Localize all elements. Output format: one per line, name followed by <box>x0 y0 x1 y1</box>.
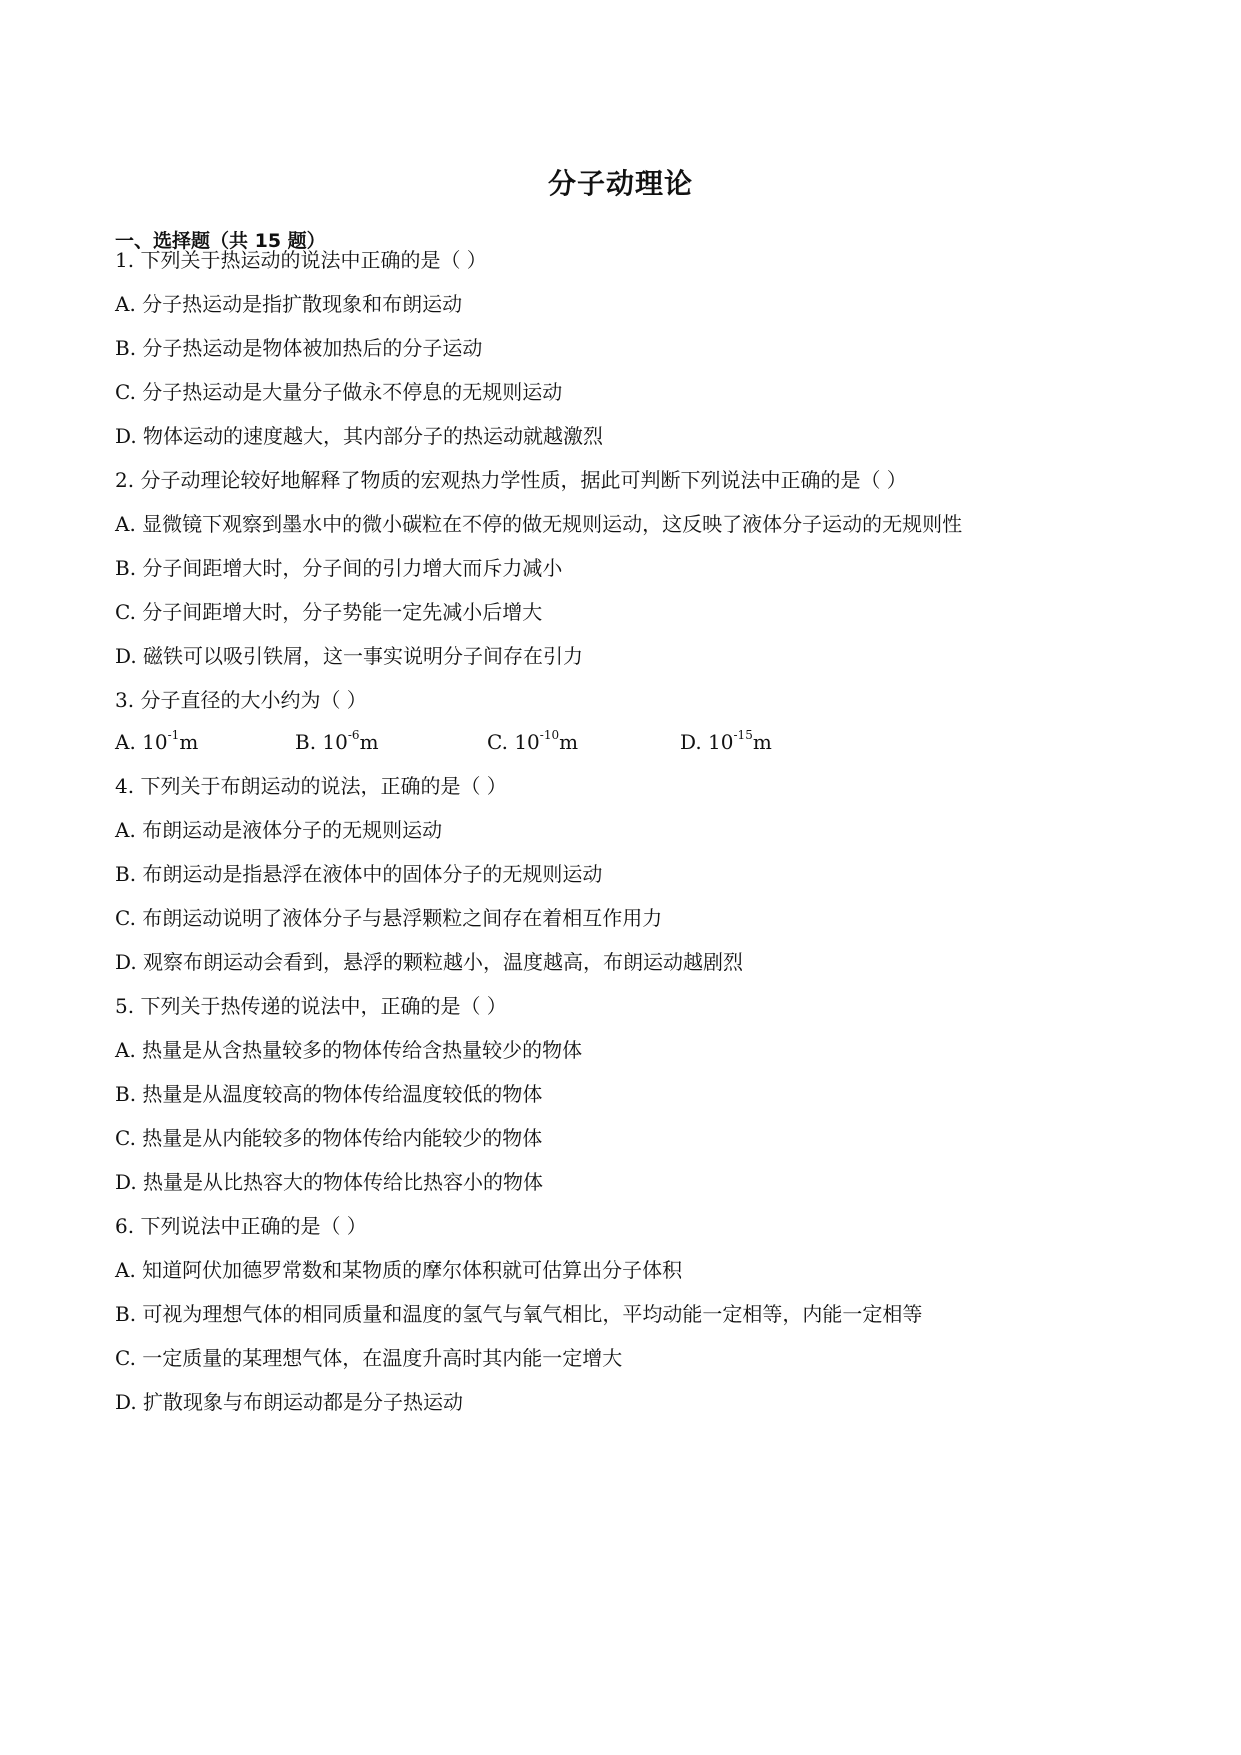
option-item: C. 分子间距增大时，分子势能一定先减小后增大 <box>115 600 543 624</box>
question-stem: 6. 下列说法中正确的是（ ） <box>115 1214 367 1238</box>
option-item: A. $10^{-1}m$ <box>115 728 199 754</box>
question-stem: 5. 下列关于热传递的说法中，正确的是（ ） <box>115 994 507 1018</box>
option-item: C. $10^{-10}m$ <box>487 728 579 754</box>
option-item: D. 物体运动的速度越大，其内部分子的热运动就越激烈 <box>115 424 604 448</box>
option-item: A. 分子热运动是指扩散现象和布朗运动 <box>115 292 463 316</box>
option-item: A. 知道阿伏加德罗常数和某物质的摩尔体积就可估算出分子体积 <box>115 1258 683 1282</box>
option-item: A. 布朗运动是液体分子的无规则运动 <box>115 818 443 842</box>
option-item: D. 扩散现象与布朗运动都是分子热运动 <box>115 1390 464 1414</box>
question-stem: 3. 分子直径的大小约为（ ） <box>115 688 367 712</box>
option-item: D. 磁铁可以吸引铁屑，这一事实说明分子间存在引力 <box>115 644 584 668</box>
option-item: A. 热量是从含热量较多的物体传给含热量较少的物体 <box>115 1038 583 1062</box>
option-item: D. 热量是从比热容大的物体传给比热容小的物体 <box>115 1170 544 1194</box>
option-item: A. 显微镜下观察到墨水中的微小碳粒在不停的做无规则运动，这反映了液体分子运动的无规则性 <box>115 512 963 536</box>
option-item: B. 分子热运动是物体被加热后的分子运动 <box>115 336 483 360</box>
option-item: D. $10^{-15}m$ <box>680 728 772 754</box>
option-item: B. 分子间距增大时，分子间的引力增大而斥力减小 <box>115 556 563 580</box>
option-item: C. 布朗运动说明了液体分子与悬浮颗粒之间存在着相互作用力 <box>115 906 663 930</box>
option-item: B. 可视为理想气体的相同质量和温度的氢气与氧气相比，平均动能一定相等，内能一定相等 <box>115 1302 923 1326</box>
section-heading: 一、选择题（共 15 题） <box>115 230 326 252</box>
page-title: 分子动理论 <box>547 167 693 200</box>
option-item: B. $10^{-6}m$ <box>295 728 379 754</box>
question-stem: 2. 分子动理论较好地解释了物质的宏观热力学性质，据此可判断下列说法中正确的是（ ） <box>115 468 907 492</box>
question-stem: 4. 下列关于布朗运动的说法，正确的是（ ） <box>115 774 507 798</box>
option-item: C. 一定质量的某理想气体，在温度升高时其内能一定增大 <box>115 1346 623 1370</box>
option-item: B. 布朗运动是指悬浮在液体中的固体分子的无规则运动 <box>115 862 603 886</box>
option-item: C. 热量是从内能较多的物体传给内能较少的物体 <box>115 1126 543 1150</box>
option-item: B. 热量是从温度较高的物体传给温度较低的物体 <box>115 1082 543 1106</box>
option-item: D. 观察布朗运动会看到，悬浮的颗粒越小，温度越高，布朗运动越剧烈 <box>115 950 744 974</box>
question-stem: 1. 下列关于热运动的说法中正确的是（ ） <box>115 248 487 272</box>
option-item: C. 分子热运动是大量分子做永不停息的无规则运动 <box>115 380 563 404</box>
